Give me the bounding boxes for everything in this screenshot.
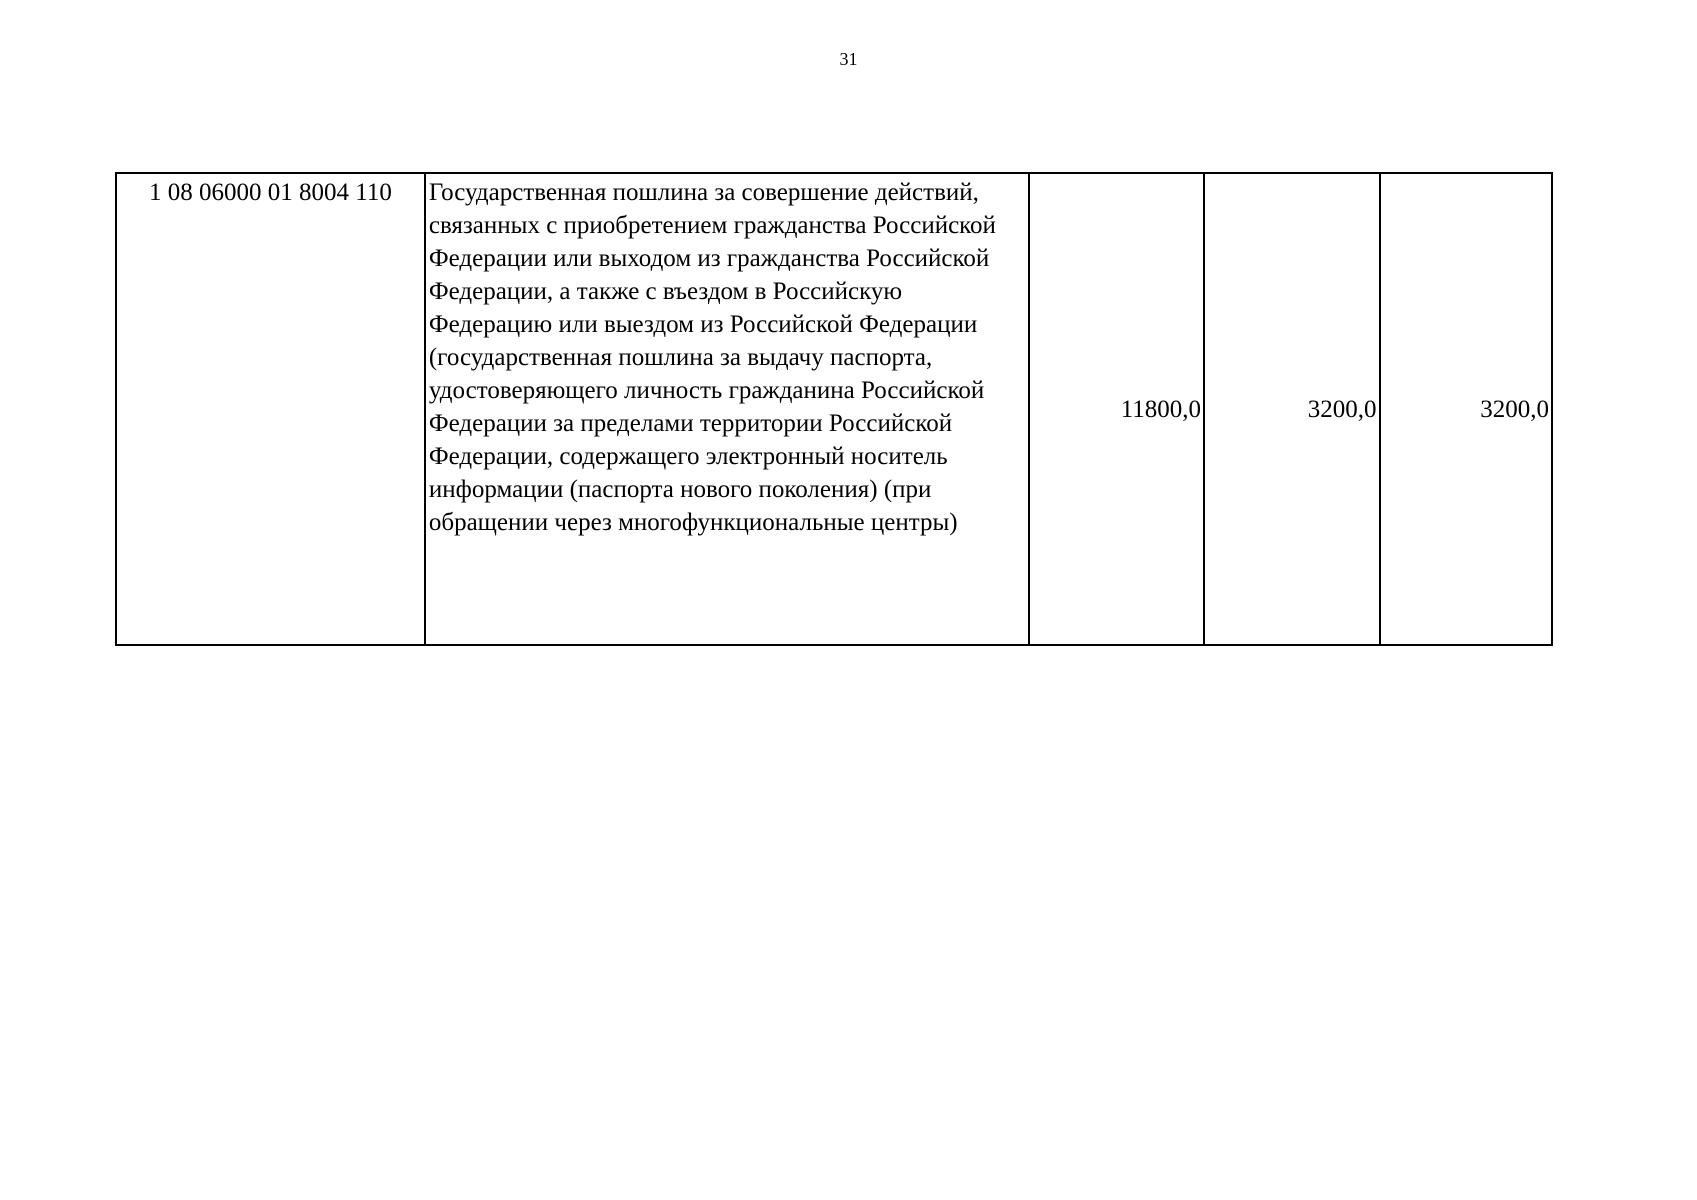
page-number: 31	[839, 49, 858, 69]
amount-cell-2	[1204, 173, 1379, 645]
table-row	[116, 173, 1552, 645]
revenue-code: 1 08 06000 01 8004 110	[149, 179, 392, 206]
amount-value-3: 3200,0	[1480, 395, 1549, 423]
amount-cell-1	[1029, 173, 1204, 645]
budget-revenue-table	[115, 172, 1553, 646]
revenue-code-cell	[116, 173, 425, 645]
revenue-description: Государственная пошлина за совершение действий, связанных с приобретением гражданства Российской Федерации или выходом из гражданства Российской Федерации, а также с въездом в Российскую Федерацию или выездом из Российской Федерации (государственная пошлина за выдачу паспорта, удостоверяющего личность гражданина Российской Федерации за пределами территории Российской Федерации, содержащего электронный носитель информации (паспорта нового поколения) (при обращении через многофункциональные центры)	[428, 179, 996, 536]
amount-value-1: 11800,0	[1120, 395, 1202, 423]
amount-value-2: 3200,0	[1307, 395, 1377, 423]
amount-cell-3	[1380, 173, 1553, 645]
revenue-description-cell	[425, 173, 1029, 645]
